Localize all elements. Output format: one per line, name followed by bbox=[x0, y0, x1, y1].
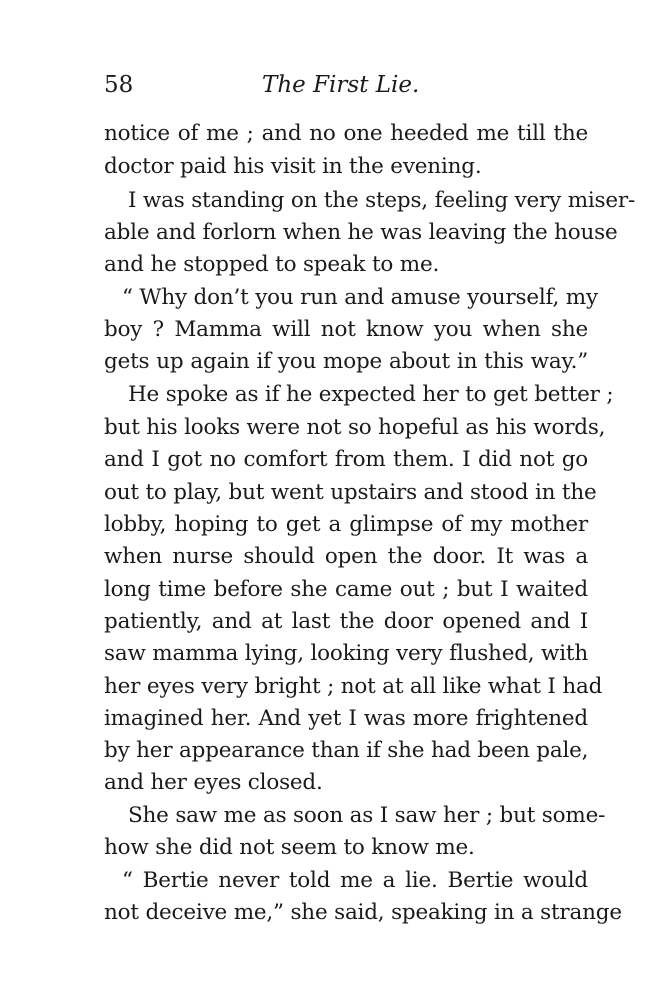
text-line: and I got no comfort from them. I did not go bbox=[104, 447, 588, 472]
text-line: when nurse should open the door. It was a bbox=[104, 544, 588, 569]
text-line: notice of me ; and no one heeded me till the bbox=[104, 121, 588, 146]
text-line: long time before she came out ; but I waited bbox=[104, 577, 588, 602]
text-line: and her eyes closed. bbox=[104, 770, 323, 795]
running-title: The First Lie. bbox=[262, 72, 420, 98]
text-line: saw mamma lying, looking very flushed, with bbox=[104, 641, 589, 666]
text-line: doctor paid his visit in the evening. bbox=[104, 154, 482, 179]
text-line: and he stopped to speak to me. bbox=[104, 252, 440, 277]
text-line: lobby, hoping to get a glimpse of my mother bbox=[104, 512, 588, 537]
text-line: She saw me as soon as I saw her ; but some- bbox=[128, 803, 606, 828]
text-line: He spoke as if he expected her to get better ; bbox=[128, 382, 614, 407]
text-line: able and forlorn when he was leaving the house bbox=[104, 220, 618, 245]
text-line: “ Bertie never told me a lie. Bertie would bbox=[122, 868, 588, 893]
text-line: imagined her. And yet I was more frightened bbox=[104, 706, 588, 731]
text-line: boy ? Mamma will not know you when she bbox=[104, 317, 588, 342]
text-line: her eyes very bright ; not at all like what I had bbox=[104, 674, 603, 699]
page-header bbox=[104, 72, 588, 108]
text-line: I was standing on the steps, feeling very miser- bbox=[128, 188, 636, 213]
text-line: not deceive me,” she said, speaking in a strange bbox=[104, 900, 622, 925]
text-line: “ Why don’t you run and amuse yourself, my bbox=[122, 285, 598, 310]
text-line: out to play, but went upstairs and stood in the bbox=[104, 480, 597, 505]
page-number: 58 bbox=[104, 72, 134, 98]
text-line: gets up again if you mope about in this way.” bbox=[104, 349, 588, 374]
text-line: patiently, and at last the door opened and I bbox=[104, 609, 588, 634]
text-line: by her appearance than if she had been pale, bbox=[104, 738, 589, 763]
text-line: how she did not seem to know me. bbox=[104, 835, 475, 860]
text-line: but his looks were not so hopeful as his words, bbox=[104, 415, 606, 440]
